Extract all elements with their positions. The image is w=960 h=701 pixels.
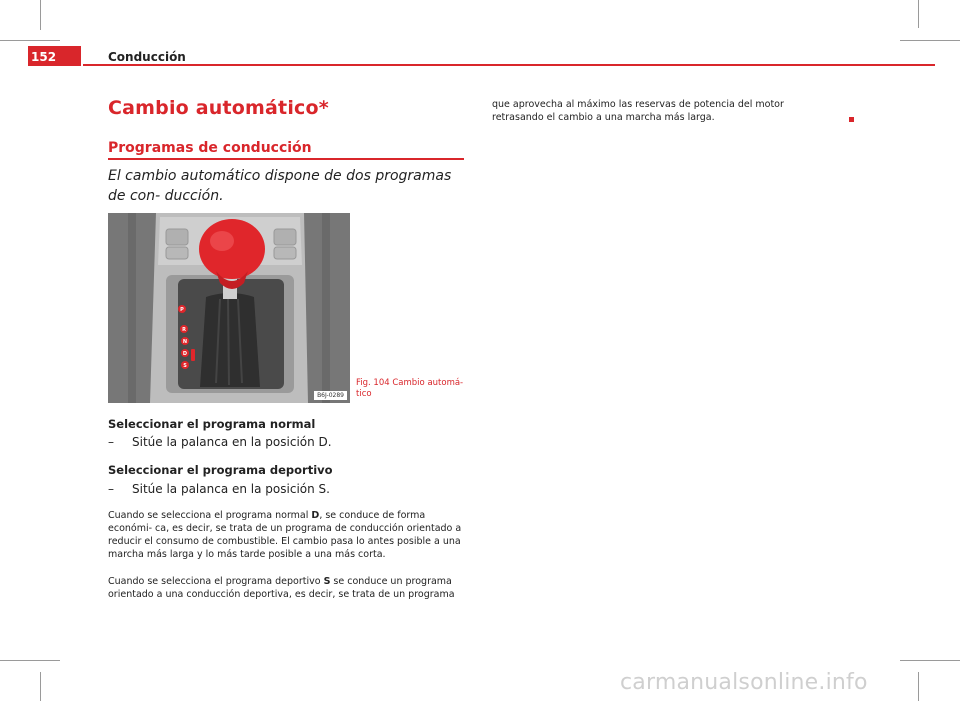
page-number: 152	[31, 50, 57, 64]
gear-lever-illustration	[108, 213, 350, 403]
figure-code: B6J-0289	[314, 391, 347, 400]
crop-mark	[918, 672, 919, 701]
right-column-text: que aprovecha al máximo las reservas de potencia del motor retrasando el cambio a una marcha más larga.	[492, 99, 784, 123]
gear-label-r: R	[182, 327, 186, 333]
crop-mark	[40, 0, 41, 30]
crop-mark	[0, 40, 60, 41]
gear-lever-figure	[108, 213, 350, 403]
crop-mark	[900, 40, 960, 41]
step-bullet-sport: – Sitúe la palanca en la posición S.	[108, 482, 330, 496]
step-bullet-text: Sitúe la palanca en la posición D.	[132, 435, 332, 449]
gear-label-n: N	[182, 339, 188, 345]
gear-label-s: S	[183, 363, 187, 369]
step-heading-normal: Seleccionar el programa normal	[108, 417, 316, 431]
step-bullet-text: Sitúe la palanca en la posición S.	[132, 482, 330, 496]
figure-caption: Fig. 104 Cambio automá- tico	[356, 378, 464, 399]
gear-label-d: D	[182, 351, 188, 357]
watermark: carmanualsonline.info	[620, 670, 868, 695]
gear-label-p: P	[180, 307, 184, 313]
page-title: Cambio automático*	[108, 97, 329, 119]
crop-mark	[0, 660, 60, 661]
step-heading-sport: Seleccionar el programa deportivo	[108, 463, 333, 477]
crop-mark	[900, 660, 960, 661]
section-title: Conducción	[108, 50, 186, 64]
section-end-mark	[849, 117, 854, 122]
paragraph-normal: Cuando se selecciona el programa normal D, se conduce de forma económi- ca, es decir, se trata de un programa de conducción orientado a reducir el consumo de combustible. El cambio pasa lo antes posible a una marcha más larga y lo más tarde posible a una más corta.	[108, 510, 462, 560]
step-bullet-normal: – Sitúe la palanca en la posición D.	[108, 435, 332, 449]
intro-text: El cambio automático dispone de dos programas de con- ducción.	[108, 168, 452, 204]
crop-mark	[918, 0, 919, 28]
subsection-title: Programas de conducción	[108, 140, 312, 156]
crop-mark	[40, 672, 41, 701]
subsection-rule	[108, 158, 464, 160]
paragraph-sport: Cuando se selecciona el programa deportivo S se conduce un programa orientado a una conducción deportiva, es decir, se trata de un programa	[108, 576, 455, 600]
header-rule	[83, 64, 935, 66]
